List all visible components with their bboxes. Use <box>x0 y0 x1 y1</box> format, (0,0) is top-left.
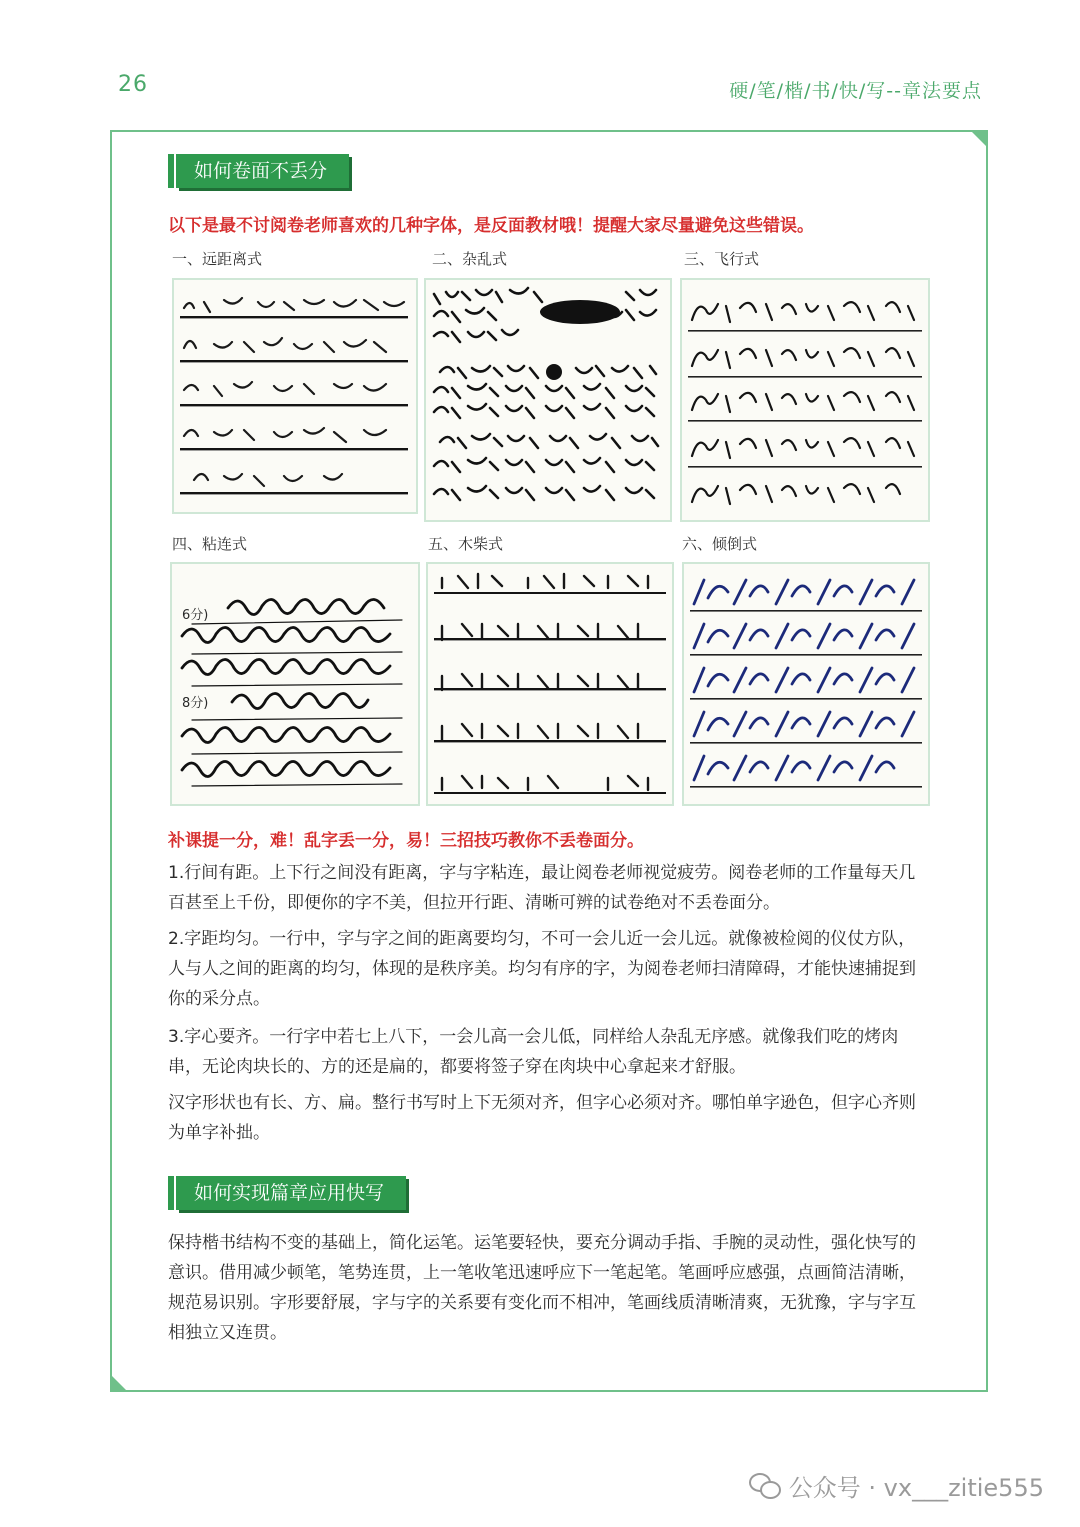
sample-caption: 五、木柴式 <box>428 535 504 553</box>
handwriting-scribble <box>428 564 672 804</box>
sample-caption: 二、杂乱式 <box>432 250 508 268</box>
watermark <box>749 1468 1044 1503</box>
body-paragraph: 2.字距均匀。一行中，字与字之间的距离要均匀，不可一会儿近一会儿远。就像被检阅的仪仗方队，人与人之间的距离的均匀，体现的是秩序美。均匀有序的字，为阅卷老师扫清障碍，才能快速捕捉到你的采分点。 <box>168 929 916 1009</box>
watermark-text: 公众号 · vx___zitie555 <box>788 1474 1044 1502</box>
frame-corner-decoration <box>970 130 988 148</box>
body-paragraph: 汉字形状也有长、方、扁。整行书写时上下无须对齐，但字心必须对齐。哪怕单字逊色，但字心齐则为单字补拙。 <box>168 1093 916 1143</box>
score-mark: 8分) <box>182 696 209 711</box>
section-banner-paper-score: 如何卷面不丢分 <box>176 154 349 188</box>
handwriting-scribble <box>682 280 928 520</box>
body-paragraph: 3.字心要齐。一行字中若七上八下，一会儿高一会儿低，同样给人杂乱无序感。就像我们吃的烤肉串，无论肉块长的、方的还是扁的，都要将签子穿在肉块中心拿起来才舒服。 <box>168 1027 899 1077</box>
handwriting-sample-image <box>680 278 930 522</box>
sample-caption: 六、倾倒式 <box>682 535 758 553</box>
sample-caption: 一、远距离式 <box>172 250 263 268</box>
body-paragraph: 1.行间有距。上下行之间没有距离，字与字粘连，最让阅卷老师视觉疲劳。阅卷老师的工作量每天几百甚至上千份，即便你的字不美，但拉开行距、清晰可辨的试卷绝对不丢卷面分。 <box>168 863 916 913</box>
tip-heading: 补课提一分，难！乱字丢一分，易！三招技巧教你不丢卷面分。 <box>168 831 644 851</box>
handwriting-sample-image <box>170 562 420 806</box>
page-number: 26 <box>118 72 148 97</box>
wechat-icon <box>749 1473 781 1499</box>
sample-caption: 四、粘连式 <box>172 535 248 553</box>
handwriting-scribble <box>684 564 928 804</box>
body-paragraph: 保持楷书结构不变的基础上，简化运笔。运笔要轻快，要充分调动手指、手腕的灵动性，强化快写的意识。借用减少顿笔，笔势连贯，上一笔收笔迅速呼应下一笔起笔。笔画呼应感强，点画简洁清晰，规范易识别。字形要舒展，字与字的关系要有变化而不相冲，笔画线质清晰清爽，无犹豫，字与字互相独立又连贯。 <box>168 1233 916 1343</box>
score-mark: 6分) <box>182 608 209 623</box>
sample-caption: 三、飞行式 <box>684 250 760 268</box>
warning-text: 以下是最不讨阅卷老师喜欢的几种字体，是反面教材哦！提醒大家尽量避免这些错误。 <box>168 216 814 236</box>
handwriting-sample-image <box>682 562 930 806</box>
handwriting-scribble <box>426 280 670 520</box>
handwriting-sample-image <box>424 278 672 522</box>
page-header-title: 硬/笔/楷/书/快/写--章法要点 <box>729 80 982 102</box>
frame-corner-decoration <box>110 1374 128 1392</box>
handwriting-scribble <box>172 564 418 804</box>
section-banner-fast-writing: 如何实现篇章应用快写 <box>176 1176 406 1210</box>
handwriting-scribble <box>174 280 416 512</box>
handwriting-sample-image <box>426 562 674 806</box>
handwriting-sample-image <box>172 278 418 514</box>
